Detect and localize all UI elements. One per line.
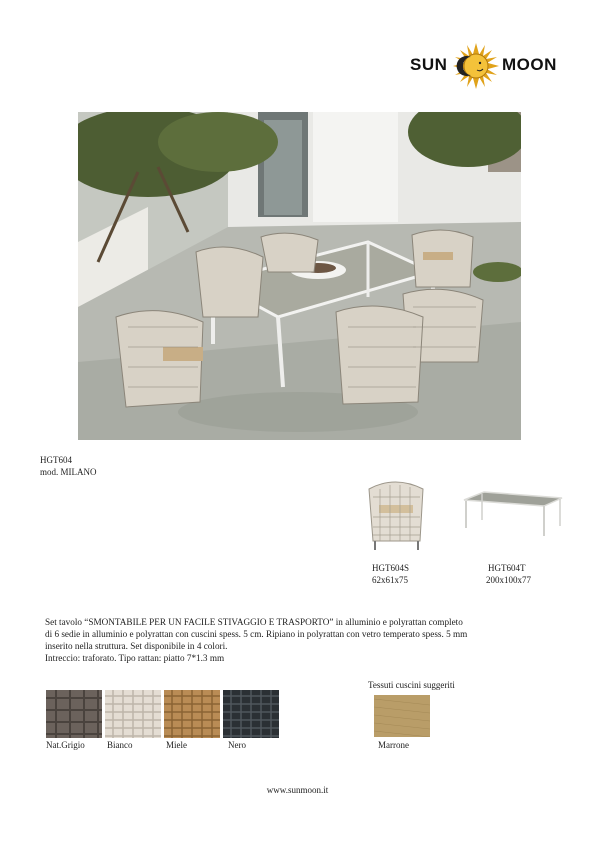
description-line: Intreccio: traforato. Tipo rattan: piatto 7*1.3 mm bbox=[45, 653, 225, 663]
swatch-miele bbox=[164, 690, 220, 738]
swatch-nat-grigio bbox=[46, 690, 102, 738]
description-line: di 6 sedie in alluminio e polyrattan con cuscini spess. 5 cm. Ripiano in polyrattan con vetro temperato spess. 5 mm bbox=[45, 629, 468, 639]
description-line: Set tavolo “SMONTABILE PER UN FACILE STIVAGGIO E TRASPORTO” in alluminio e polyrattan completo bbox=[45, 617, 463, 627]
chair-thumbnail bbox=[365, 477, 427, 552]
table-code: HGT604T bbox=[488, 563, 526, 573]
color-label: Nero bbox=[228, 740, 246, 750]
brand-name-left: SUN bbox=[410, 55, 448, 74]
table-thumbnail bbox=[460, 490, 565, 538]
brand-logo bbox=[410, 42, 555, 90]
brand-name-right: MOON bbox=[502, 55, 557, 74]
chair-size: 62x61x75 bbox=[372, 575, 408, 585]
swatch-nero bbox=[223, 690, 279, 738]
product-code: HGT604 bbox=[40, 455, 72, 465]
color-label: Miele bbox=[166, 740, 187, 750]
color-label: Nat.Grigio bbox=[46, 740, 85, 750]
description-line: inserito nella struttura. Set disponibile in 4 colori. bbox=[45, 641, 228, 651]
swatch-bianco bbox=[105, 690, 161, 738]
color-label: Bianco bbox=[107, 740, 133, 750]
product-description bbox=[45, 616, 565, 664]
fabric-title: Tessuti cuscini suggeriti bbox=[368, 680, 455, 690]
product-model: mod. MILANO bbox=[40, 467, 97, 477]
table-size: 200x100x77 bbox=[486, 575, 531, 585]
sun-moon-icon bbox=[452, 42, 500, 90]
chair-code: HGT604S bbox=[372, 563, 410, 573]
fabric-label: Marrone bbox=[378, 740, 409, 750]
website-link[interactable]: www.sunmoon.it bbox=[266, 785, 329, 795]
fabric-swatch bbox=[374, 695, 430, 737]
product-photo bbox=[78, 112, 521, 440]
